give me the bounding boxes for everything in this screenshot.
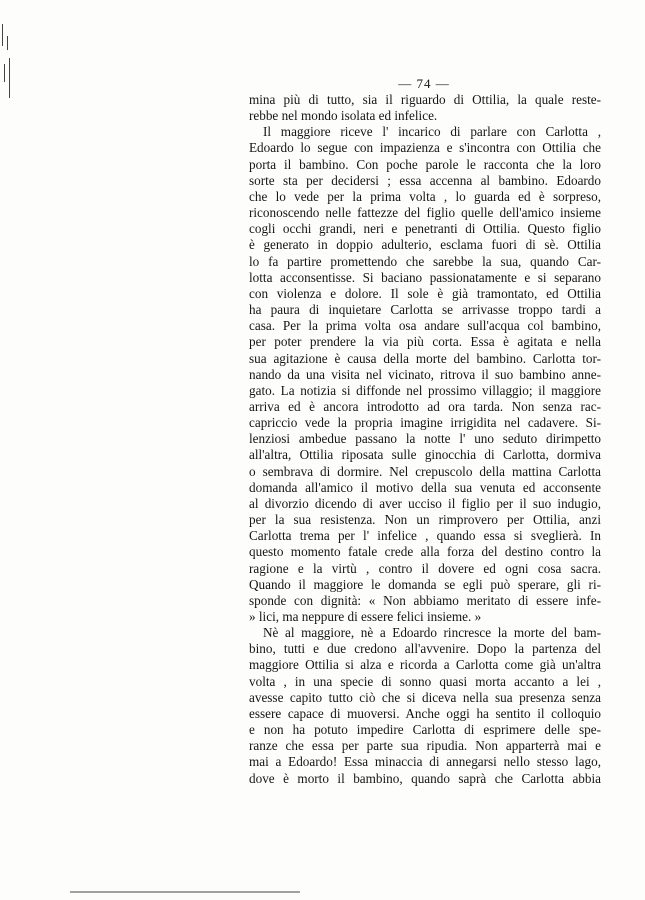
text-line: arriva ed è ancora introdotto ad ora tarda. Non senza rac-	[249, 398, 601, 414]
text-line: per la sua resistenza. Non un rimprovero per Ottilia, anzi	[249, 512, 601, 528]
text-line: Quando il maggiore le domanda se egli può sperare, gli ri-	[249, 576, 601, 592]
text-line: con violenza e dolore. Il sole è già tramontato, ed Ottilia	[249, 285, 601, 301]
text-line: ragione e la virtù , contro il dovere ed ogni cosa sacra.	[249, 560, 601, 576]
scan-bottom-rule	[70, 891, 300, 893]
text-line: volta , in una specie di sonno quasi morta accanto a lei ,	[249, 673, 601, 689]
text-line: lotta acconsentisse. Si baciano passionatamente e si separano	[249, 269, 601, 285]
text-line: Nè al maggiore, nè a Edoardo rincresce la morte del bam-	[263, 625, 601, 641]
text-line: gato. La notizia si diffonde nel prossimo villaggio; il maggiore	[249, 382, 601, 398]
text-line: al divorzio dicendo di aver ucciso il figlio per il suo indugio,	[249, 495, 601, 511]
text-line: o sembrava di dormire. Nel crepuscolo della mattina Carlotta	[249, 463, 601, 479]
text-line: all'altra, Ottilia riposata sulle ginocchia di Carlotta, dormiva	[249, 447, 601, 463]
text-line: domanda all'amico il motivo della sua venuta ed acconsente	[249, 479, 601, 495]
text-line: nando da una visita nel vicinato, ritrova il suo bambino anne-	[249, 366, 601, 382]
text-line: » lici, ma neppure di essere felici insieme. »	[249, 609, 482, 624]
text-line: per poter prendere la via più corta. Essa è agitata e nella	[249, 334, 601, 350]
text-line: dove è morto il bambino, quando saprà che Carlotta abbia	[249, 770, 601, 786]
text-line: avesse capito tutto ciò che si diceva nella sua presenza senza	[249, 689, 601, 705]
text-line: ranze che essa per parte sua ripudia. Non apparterrà mai e	[249, 738, 601, 754]
body-text	[249, 92, 601, 787]
text-line: Il maggiore riceve l' incarico di parlare con Carlotta ,	[263, 124, 601, 140]
text-line: casa. Per la prima volta osa andare sull'acqua col bambino,	[249, 318, 601, 334]
text-line: cogli occhi grandi, neri e penetranti di Ottilia. Questo figlio	[249, 221, 601, 237]
text-line: essere capace di muoversi. Anche oggi ha sentito il colloquio	[249, 705, 601, 721]
text-line: maggiore Ottilia si alza e ricorda a Carlotta come già un'altra	[249, 657, 601, 673]
text-line: porta il bambino. Con poche parole le racconta che la loro	[249, 156, 601, 172]
text-line: sponde con dignità: « Non abbiamo meritato di essere infe-	[249, 592, 601, 608]
page-number: — 74 —	[398, 76, 450, 91]
text-line: che lo vede per la prima volta , lo guarda ed è sorpreso,	[249, 188, 601, 204]
scan-gutter-marks	[0, 0, 12, 110]
text-line: questo momento fatale crede alla forza del destino contro la	[249, 544, 601, 560]
text-line: sorte sta per decidersi ; essa accenna al bambino. Edoardo	[249, 172, 601, 188]
text-line: lo fa partire promettendo che sarebbe la sua, quando Car-	[249, 253, 601, 269]
text-line: lenziosi ambedue passano la notte l' uno seduto dirimpetto	[249, 431, 601, 447]
text-line: Edoardo lo segue con impazienza e s'incontra con Ottilia che	[249, 140, 601, 156]
text-line: bino, tutti e due credono all'avvenire. Dopo la partenza del	[249, 641, 601, 657]
text-line: rebbe nel mondo isolata ed infelice.	[249, 108, 438, 124]
text-line: sua agitazione è causa della morte del bambino. Carlotta tor-	[249, 350, 601, 366]
text-line: mina più di tutto, sia il riguardo di Ottilia, la quale reste-	[249, 92, 601, 107]
text-line: riconoscendo nelle fattezze del figlio quelle dell'amico insieme	[249, 205, 601, 221]
text-line: è generato in doppio adulterio, esclama fuori di sè. Ottilia	[249, 237, 601, 253]
text-line: Carlotta trema per l' infelice , quando essa si sveglierà. In	[249, 528, 601, 544]
text-line: ha paura di inquietare Carlotta se arrivasse troppo tardi a	[249, 302, 601, 318]
text-line: e non ha potuto impedire Carlotta di esprimere delle spe-	[249, 722, 601, 738]
text-line: capriccio vede la propria imagine irrigidita nel cadavere. Si-	[249, 415, 601, 431]
text-line: mai a Edoardo! Essa minaccia di annegarsi nello stesso lago,	[249, 754, 601, 770]
